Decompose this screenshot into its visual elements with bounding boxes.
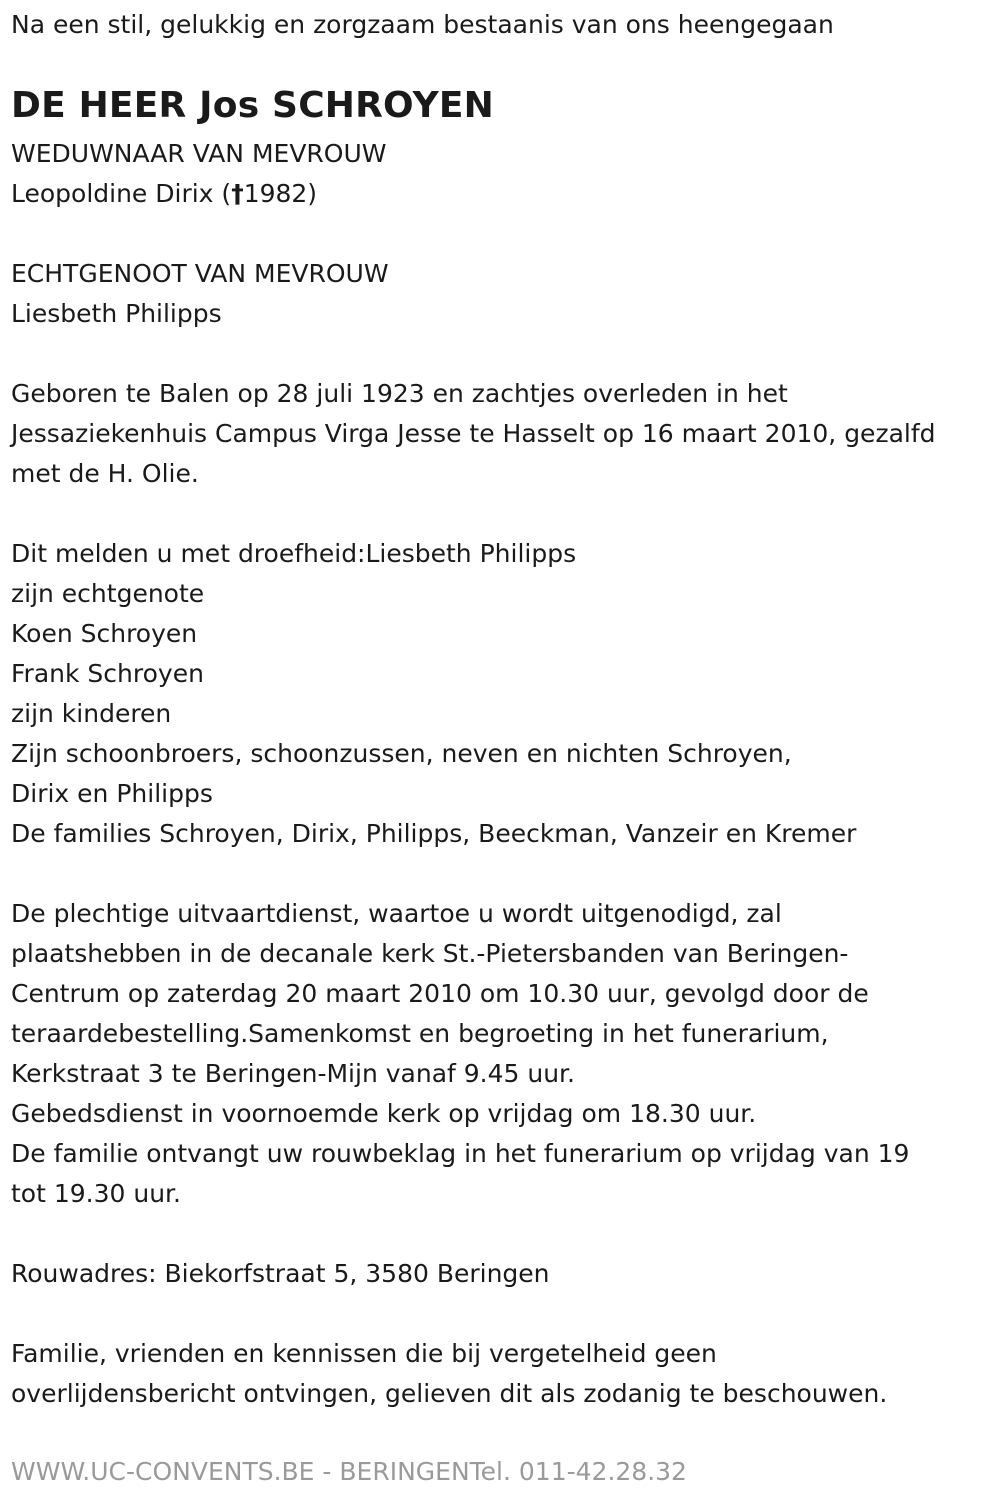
announcers-list [11, 534, 856, 854]
first-spouse-relation: WEDUWNAAR VAN MEVROUW [11, 139, 387, 168]
paragraph-line: Gebedsdienst in voornoemde kerk op vrijdag om 18.30 uur. [11, 1099, 757, 1128]
paragraph-line: Geboren te Balen op 28 juli 1923 en zachtjes overleden in het [11, 379, 788, 408]
paragraph-line: plaatshebben in de decanale kerk St.-Pietersbanden van Beringen- [11, 939, 849, 968]
announcer-line: zijn kinderen [11, 699, 172, 728]
announcer-line: Dit melden u met droefheid:Liesbeth Philipps [11, 539, 577, 568]
announcer-line: Frank Schroyen [11, 659, 204, 688]
paragraph-line: Familie, vrienden en kennissen die bij vergetelheid geen [11, 1339, 717, 1368]
paragraph-line: overlijdensbericht ontvingen, gelieven dit als zodanig te beschouwen. [11, 1379, 888, 1408]
second-spouse-block [11, 254, 389, 334]
mourning-address-block [11, 1254, 550, 1294]
funeral-info-paragraph [11, 894, 909, 1214]
first-spouse-name [11, 174, 387, 214]
deceased-name: DE HEER Jos SCHROYEN [11, 85, 494, 126]
footer-contact: WWW.UC-CONVENTS.BE - BERINGENTel. 011-42.28.32 [11, 1457, 687, 1486]
second-spouse-name: Liesbeth Philipps [11, 299, 222, 328]
intro-text: Na een stil, gelukkig en zorgzaam bestaanis van ons heengegaan [11, 10, 834, 39]
birth-death-paragraph [11, 374, 936, 494]
paragraph-line: met de H. Olie. [11, 459, 199, 488]
paragraph-line: tot 19.30 uur. [11, 1179, 181, 1208]
paragraph-line: De familie ontvangt uw rouwbeklag in het funerarium op vrijdag van 19 [11, 1139, 910, 1168]
first-spouse-block [11, 134, 387, 214]
paragraph-line: Jessaziekenhuis Campus Virga Jesse te Hasselt op 16 maart 2010, gezalfd [11, 419, 936, 448]
first-spouse-name-prefix: Leopoldine Dirix ( [11, 179, 232, 208]
cross-icon: † [231, 179, 244, 208]
announcer-line: De families Schroyen, Dirix, Philipps, Beeckman, Vanzeir en Kremer [11, 819, 857, 848]
paragraph-line: Kerkstraat 3 te Beringen-Mijn vanaf 9.45 uur. [11, 1059, 575, 1088]
second-spouse-relation: ECHTGENOOT VAN MEVROUW [11, 259, 389, 288]
paragraph-line: teraardebestelling.Samenkomst en begroeting in het funerarium, [11, 1019, 829, 1048]
announcer-line: Zijn schoonbroers, schoonzussen, neven en nichten Schroyen, [11, 739, 792, 768]
closing-note [11, 1334, 887, 1414]
mourning-address: Rouwadres: Biekorfstraat 5, 3580 Beringen [11, 1259, 550, 1288]
first-spouse-death-year: 1982) [243, 179, 318, 208]
paragraph-line: De plechtige uitvaartdienst, waartoe u wordt uitgenodigd, zal [11, 899, 782, 928]
paragraph-line: Centrum op zaterdag 20 maart 2010 om 10.30 uur, gevolgd door de [11, 979, 869, 1008]
announcer-line: Dirix en Philipps [11, 779, 213, 808]
announcer-line: zijn echtgenote [11, 579, 205, 608]
announcer-line: Koen Schroyen [11, 619, 198, 648]
